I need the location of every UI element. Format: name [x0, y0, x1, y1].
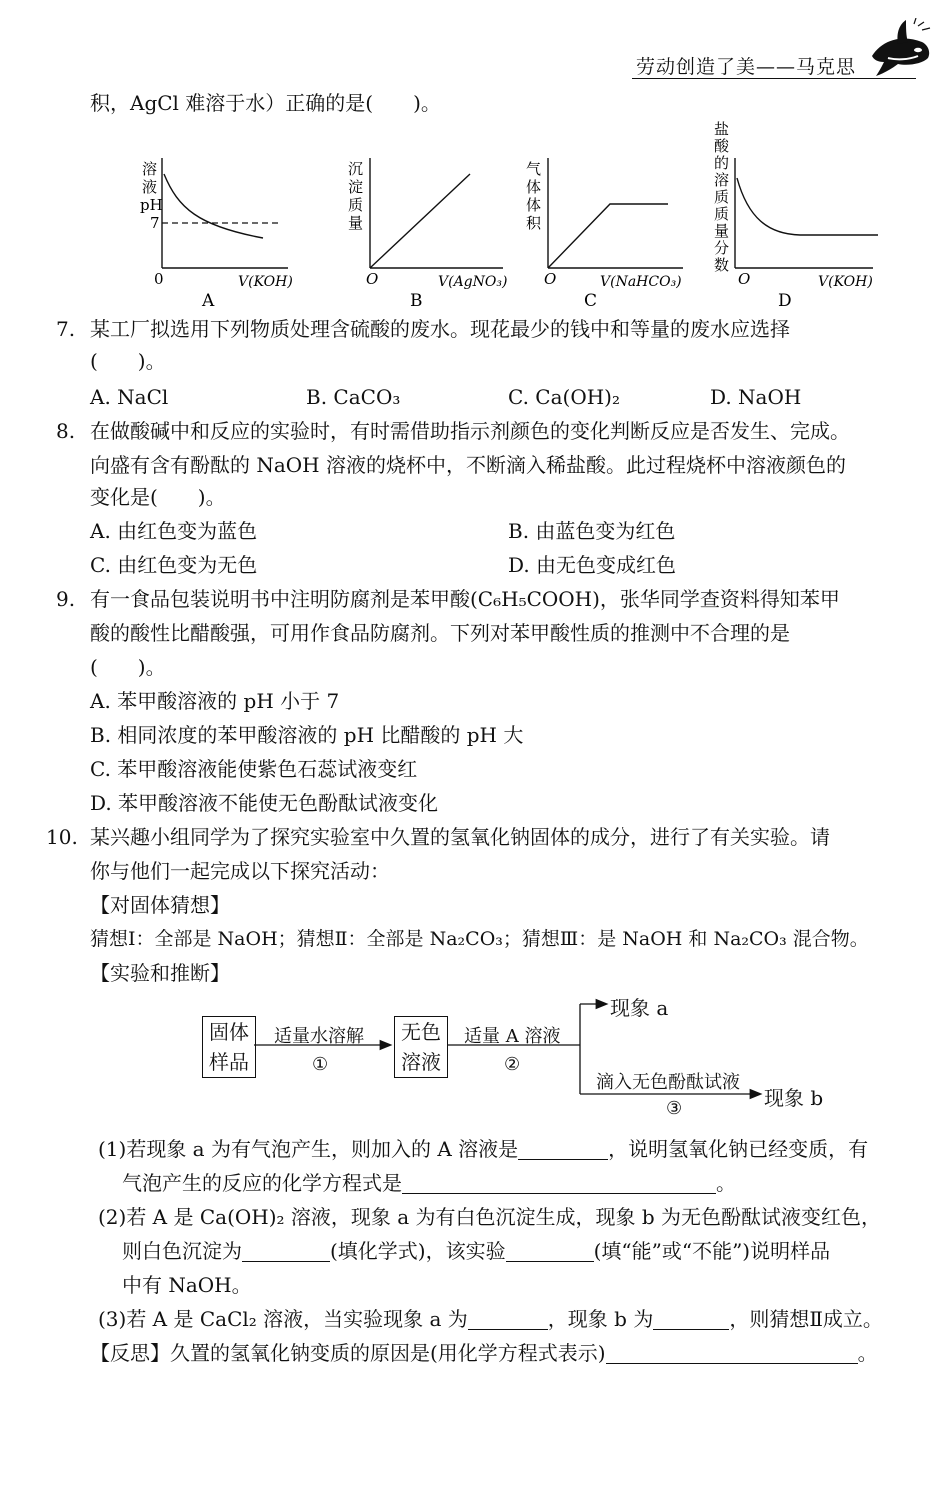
header-motto: 劳动创造了美——马克思 — [636, 56, 857, 78]
chart-a-ytick: 7 — [150, 214, 160, 232]
flow-arrows — [196, 990, 846, 1120]
q10-part3-text-c: ，则猜想Ⅱ成立。 — [729, 1307, 883, 1331]
chart-d-ylabel-6: 质 — [714, 205, 730, 223]
flow-box2-line1: 无色 — [401, 1020, 441, 1044]
flow-box-colorless-solution — [394, 1016, 448, 1078]
q8-option-a: A. 由红色变为蓝色 — [90, 519, 258, 543]
chart-c-xlabel: V(NaHCO₃) — [600, 274, 682, 290]
q10-reflection-blank[interactable] — [606, 1343, 858, 1364]
chart-b-xlabel: V(AgNO₃) — [438, 274, 508, 290]
q6-option-charts — [138, 118, 888, 314]
q10-reflection-end: 。 — [857, 1341, 878, 1365]
chart-a-ylabel-3: pH — [140, 196, 163, 214]
q9-stem-3: ( )。 — [90, 655, 166, 679]
chart-b-ylabel-2: 淀 — [348, 178, 364, 196]
chart-a-ylabel-1: 溶 — [142, 160, 158, 178]
q10-part1-line1 — [98, 1134, 868, 1164]
chart-d — [714, 120, 878, 311]
chart-c-ylabel-4: 积 — [526, 214, 542, 232]
chart-d-curve — [737, 178, 878, 235]
q8-option-b: B. 由蓝色变为红色 — [508, 519, 676, 543]
q9-number: 9. — [56, 587, 76, 611]
flow-step3-label: 滴入无色酚酞试液 — [596, 1072, 740, 1093]
q7-stem-2: ( )。 — [90, 349, 166, 373]
chart-d-ylabel-3: 的 — [714, 154, 730, 172]
q8-option-c: C. 由红色变为无色 — [90, 553, 258, 577]
q10-part2-text-b: 则白色沉淀为 — [122, 1239, 242, 1263]
chart-b-caption: B — [410, 291, 423, 311]
q10-part3-blank-b[interactable] — [653, 1309, 729, 1330]
q10-part1-text-b: ，说明氢氧化钠已经变质，有 — [608, 1137, 869, 1161]
chart-b-ylabel-1: 沉 — [348, 160, 364, 178]
q9-option-b: B. 相同浓度的苯甲酸溶液的 pH 比醋酸的 pH 大 — [90, 723, 524, 747]
chart-d-ylabel-9: 数 — [714, 256, 730, 274]
flow-step3-number: ③ — [666, 1098, 683, 1119]
q9-stem-2: 酸的酸性比醋酸强，可用作食品防腐剂。下列对苯甲酸性质的推测中不合理的是 — [90, 621, 790, 645]
q10-stem-2: 你与他们一起完成以下探究活动： — [90, 859, 390, 883]
q10-part3-blank-a[interactable] — [468, 1309, 548, 1330]
flow-box2-line2: 溶液 — [401, 1050, 441, 1074]
chart-b-ylabel-3: 质 — [348, 196, 364, 214]
chart-b-ylabel-4: 量 — [348, 214, 364, 232]
chart-c — [526, 158, 683, 311]
chart-a-xlabel: V(KOH) — [238, 274, 293, 290]
q10-number: 10. — [46, 825, 78, 849]
q8-stem-3: 变化是( )。 — [90, 485, 226, 509]
flow-step1-label: 适量水溶解 — [274, 1026, 364, 1047]
q10-part2-line3: 中有 NaOH。 — [122, 1273, 252, 1297]
flow-result-b: 现象 b — [764, 1086, 824, 1110]
q8-stem-2: 向盛有含有酚酞的 NaOH 溶液的烧杯中，不断滴入稀盐酸。此过程烧杯中溶液颜色的 — [90, 453, 846, 477]
chart-a-origin: 0 — [154, 270, 164, 288]
q8-option-d: D. 由无色变成红色 — [508, 553, 677, 577]
chart-d-xlabel: V(KOH) — [818, 274, 873, 290]
chart-c-ylabel-3: 体 — [526, 196, 542, 214]
q7-option-a: A. NaCl — [90, 385, 169, 409]
chart-d-ylabel-2: 酸 — [714, 137, 730, 155]
q10-guesses: 猜想Ⅰ：全部是 NaOH；猜想Ⅱ：全部是 Na₂CO₃；猜想Ⅲ：是 NaOH 和 Na₂CO₃ 混合物。 — [90, 928, 869, 950]
chart-a — [140, 158, 293, 311]
chart-c-origin: O — [544, 270, 557, 288]
q10-part1-blank-equation[interactable] — [402, 1173, 716, 1194]
q10-stem-1: 某兴趣小组同学为了探究实验室中久置的氢氧化钠固体的成分，进行了有关实验。请 — [90, 825, 830, 849]
chart-c-caption: C — [584, 291, 598, 311]
q10-part3-text-b: ，现象 b 为 — [547, 1307, 654, 1331]
flow-box1-line1: 固体 — [209, 1020, 249, 1044]
flow-result-a: 现象 a — [610, 996, 669, 1020]
q10-part1-blank-solution[interactable] — [518, 1139, 608, 1160]
chart-a-curve — [164, 174, 263, 238]
q10-part1-text-a: (1)若现象 a 为有气泡产生，则加入的 A 溶液是 — [98, 1137, 519, 1161]
chart-b-origin: O — [366, 270, 379, 288]
flow-box1-line2: 样品 — [209, 1050, 249, 1074]
chart-d-ylabel-5: 质 — [714, 188, 730, 206]
chart-b-line — [370, 174, 470, 268]
flow-step2-number: ② — [504, 1054, 521, 1075]
chart-c-line — [548, 204, 668, 268]
q10-part2-line2 — [122, 1236, 830, 1266]
chart-d-ylabel-8: 分 — [714, 239, 730, 257]
q8-number: 8. — [56, 419, 76, 443]
chart-a-ylabel-2: 液 — [142, 178, 158, 196]
q9-option-d: D. 苯甲酸溶液不能使无色酚酞试液变化 — [90, 791, 439, 815]
q7-number: 7. — [56, 317, 76, 341]
q10-part2-line1: (2)若 A 是 Ca(OH)₂ 溶液，现象 a 为有白色沉淀生成，现象 b 为无色酚酞试液变红色， — [98, 1205, 882, 1229]
q10-reflection-text: 【反思】久置的氢氧化钠变质的原因是(用化学方程式表示) — [90, 1341, 606, 1365]
q7-option-d: D. NaOH — [710, 385, 802, 409]
chart-d-ylabel-1: 盐 — [714, 120, 730, 138]
flow-step1-number: ① — [312, 1054, 329, 1075]
q9-stem-1: 有一食品包装说明书中注明防腐剂是苯甲酸(C₆H₅COOH)，张华同学查资料得知苯甲 — [90, 587, 840, 611]
page-header — [636, 52, 896, 80]
q10-section-experiment: 【实验和推断】 — [90, 961, 230, 985]
q10-flow-diagram — [196, 990, 846, 1120]
orca-logo-icon — [868, 18, 934, 80]
flow-box-solid-sample — [202, 1016, 256, 1078]
q10-part2-text-c: (填化学式)，该实验 — [330, 1239, 506, 1263]
q9-option-c: C. 苯甲酸溶液能使紫色石蕊试液变红 — [90, 757, 418, 781]
q8-stem-1: 在做酸碱中和反应的实验时，有时需借助指示剂颜色的变化判断反应是否发生、完成。 — [90, 419, 850, 443]
q10-part2-blank-can[interactable] — [506, 1241, 594, 1262]
q7-stem-1: 某工厂拟选用下列物质处理含硫酸的废水。现花最少的钱中和等量的废水应选择 — [90, 317, 790, 341]
chart-d-ylabel-7: 量 — [714, 222, 730, 240]
q10-part2-text-d: (填“能”或“不能”)说明样品 — [593, 1239, 831, 1263]
chart-c-ylabel-2: 体 — [526, 178, 542, 196]
q10-part3-line — [98, 1304, 883, 1334]
chart-d-caption: D — [778, 291, 792, 311]
q10-part1-line2 — [122, 1168, 736, 1198]
chart-a-caption: A — [202, 291, 215, 311]
q10-part2-blank-precipitate[interactable] — [242, 1241, 330, 1262]
q9-option-a: A. 苯甲酸溶液的 pH 小于 7 — [90, 689, 340, 713]
chart-b — [348, 158, 507, 311]
q10-part1-text-c: 气泡产生的反应的化学方程式是 — [122, 1171, 402, 1195]
q7-option-c: C. Ca(OH)₂ — [508, 385, 620, 409]
q10-part3-text-a: (3)若 A 是 CaCl₂ 溶液，当实验现象 a 为 — [98, 1307, 468, 1331]
q10-reflection-line — [90, 1338, 878, 1368]
chart-d-ylabel-4: 溶 — [714, 171, 730, 189]
q10-section-guess: 【对固体猜想】 — [90, 893, 230, 917]
flow-step2-label: 适量 A 溶液 — [464, 1026, 561, 1047]
q10-part1-text-d: 。 — [716, 1171, 736, 1195]
chart-c-ylabel-1: 气 — [526, 160, 542, 178]
q6-tail: 积，AgCl 难溶于水）正确的是( )。 — [90, 91, 441, 115]
q7-option-b: B. CaCO₃ — [306, 385, 401, 409]
chart-d-origin: O — [738, 270, 751, 288]
